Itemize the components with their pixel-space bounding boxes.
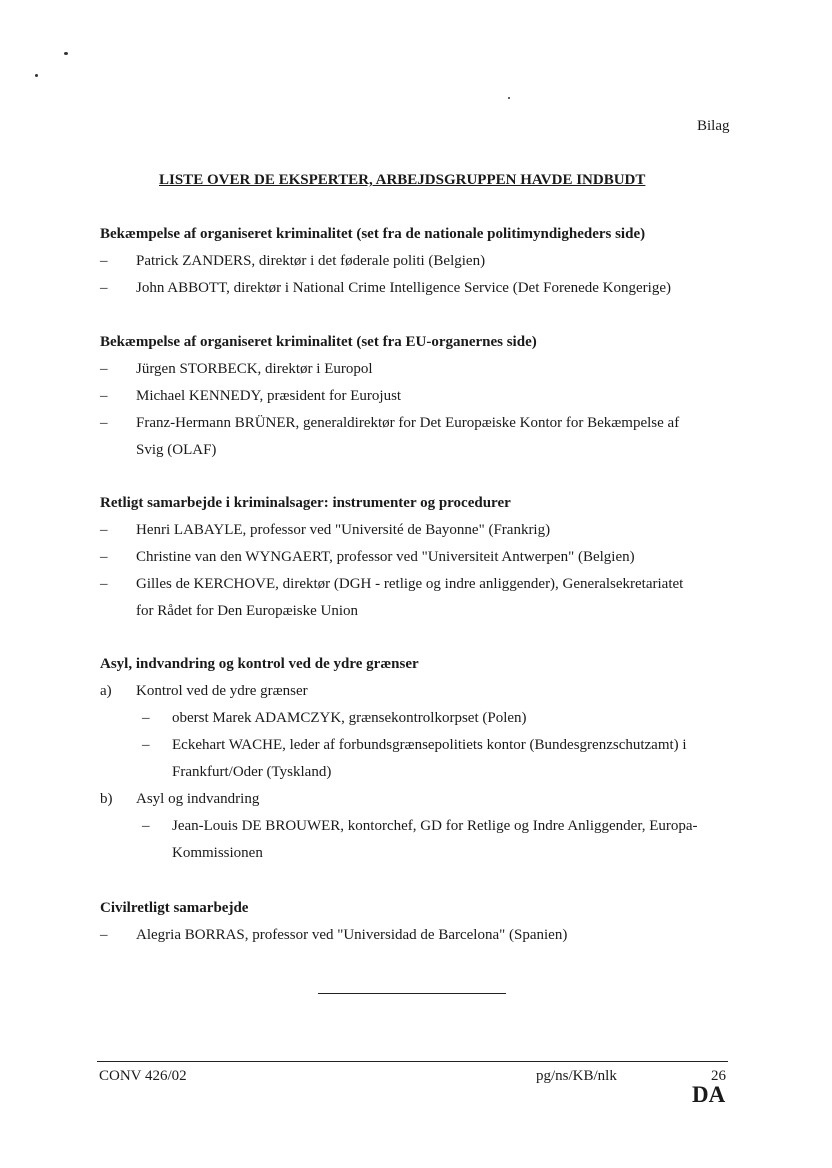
item-text: Kommissionen — [172, 845, 263, 861]
dash-bullet: – — [100, 927, 108, 943]
section-organised-crime-national — [100, 221, 740, 302]
item-text: Henri LABAYLE, professor ved "Université de Bayonne" (Frankrig) — [136, 522, 551, 538]
item-text: Frankfurt/Oder (Tyskland) — [172, 764, 332, 780]
section-heading: Bekæmpelse af organiseret kriminalitet (set fra EU-organernes side) — [100, 334, 537, 350]
list-item — [100, 813, 740, 840]
scan-speck — [35, 74, 38, 77]
item-text: Eckehart WACHE, leder af forbundsgrænsepolitiets kontor (Bundesgrenzschutzamt) i — [172, 737, 687, 753]
item-text: Jürgen STORBECK, direktør i Europol — [136, 361, 373, 377]
item-text: oberst Marek ADAMCZYK, grænsekontrolkorpset (Polen) — [172, 710, 527, 726]
section-heading: Civilretligt samarbejde — [100, 900, 249, 916]
dash-bullet: – — [100, 388, 108, 404]
list-item — [100, 732, 740, 759]
scan-speck — [64, 52, 68, 55]
item-text: Michael KENNEDY, præsident for Eurojust — [136, 388, 402, 404]
dash-bullet: – — [100, 415, 108, 431]
section-heading: Retligt samarbejde i kriminalsager: instrumenter og procedurer — [100, 495, 511, 511]
dash-bullet: – — [142, 710, 150, 726]
list-item-continuation — [100, 598, 740, 625]
subgroup-letter: a) — [100, 683, 112, 699]
dash-bullet: – — [142, 818, 150, 834]
subgroup-label: Asyl og indvandring — [136, 791, 260, 807]
section-asylum-immigration — [100, 651, 740, 867]
item-text: Christine van den WYNGAERT, professor ved "Universiteit Antwerpen" (Belgien) — [136, 549, 635, 565]
dash-bullet: – — [100, 549, 108, 565]
dash-bullet: – — [142, 737, 150, 753]
list-item-continuation — [100, 759, 740, 786]
item-text: Alegria BORRAS, professor ved "Universidad de Barcelona" (Spanien) — [136, 927, 568, 943]
item-text: Franz-Hermann BRÜNER, generaldirektør for Det Europæiske Kontor for Bekæmpelse af — [136, 415, 680, 431]
annex-label: Bilag — [697, 118, 730, 134]
dash-bullet: – — [100, 280, 108, 296]
list-item — [100, 248, 740, 275]
page-number: 26 — [711, 1068, 726, 1084]
subgroup-letter: b) — [100, 791, 113, 807]
item-text: for Rådet for Den Europæiske Union — [136, 603, 359, 619]
dash-bullet: – — [100, 576, 108, 592]
section-heading: Asyl, indvandring og kontrol ved de ydre grænser — [100, 656, 419, 672]
subgroup-label: Kontrol ved de ydre grænser — [136, 683, 308, 699]
list-item — [100, 383, 740, 410]
list-item — [100, 410, 740, 437]
dash-bullet: – — [100, 522, 108, 538]
item-text: Jean-Louis DE BROUWER, kontorchef, GD for Retlige og Indre Anliggender, Europa- — [172, 818, 698, 834]
list-item — [100, 922, 740, 949]
list-item — [100, 571, 740, 598]
section-civil-cooperation — [100, 895, 740, 949]
subgroup-heading — [100, 786, 740, 813]
scan-speck — [508, 97, 510, 99]
section-heading: Bekæmpelse af organiseret kriminalitet (set fra de nationale politimyndigheders side) — [100, 226, 646, 242]
item-text: John ABBOTT, direktør i National Crime Intelligence Service (Det Forenede Kongerige) — [136, 280, 671, 296]
footer-initials: pg/ns/KB/nlk — [536, 1068, 617, 1084]
section-judicial-cooperation-criminal — [100, 490, 740, 625]
item-text: Patrick ZANDERS, direktør i det føderale politi (Belgien) — [136, 253, 486, 269]
subgroup-heading — [100, 678, 740, 705]
list-item — [100, 275, 740, 302]
list-item — [100, 705, 740, 732]
list-item — [100, 544, 740, 571]
language-code: DA — [692, 1082, 726, 1107]
item-text: Svig (OLAF) — [136, 442, 217, 458]
end-rule — [318, 993, 506, 994]
section-organised-crime-eu — [100, 329, 740, 464]
list-item-continuation — [100, 437, 740, 464]
item-text: Gilles de KERCHOVE, direktør (DGH - retlige og indre anliggender), Generalsekretariatet — [136, 576, 684, 592]
list-item — [100, 356, 740, 383]
list-item — [100, 517, 740, 544]
footer-doc-ref: CONV 426/02 — [99, 1068, 187, 1084]
footer-rule — [97, 1061, 728, 1062]
list-item-continuation — [100, 840, 740, 867]
dash-bullet: – — [100, 253, 108, 269]
dash-bullet: – — [100, 361, 108, 377]
page-title: LISTE OVER DE EKSPERTER, ARBEJDSGRUPPEN HAVDE INDBUDT — [159, 172, 646, 188]
